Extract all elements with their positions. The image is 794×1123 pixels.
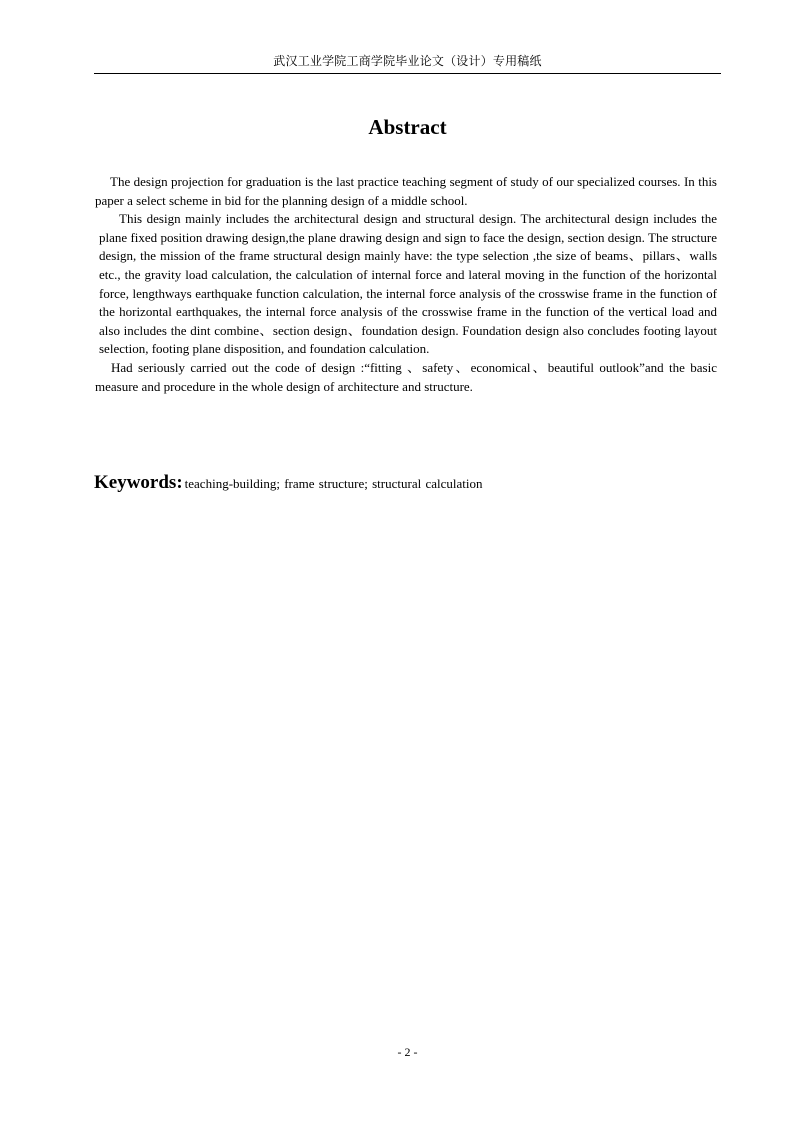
keywords-line: [94, 472, 721, 495]
keywords-text: teaching-building; frame structure; structural calculation: [184, 476, 483, 491]
abstract-title: Abstract: [368, 115, 447, 139]
abstract-paragraph-3: Had seriously carried out the code of design :“fitting 、safety、economical、beautiful outlook”and the basic measure and procedure in the whole design of architecture and structure.: [95, 359, 717, 394]
page-header: 武汉工业学院工商学院毕业论文（设计）专用稿纸: [273, 54, 542, 68]
page-number: - 2 -: [397, 1045, 418, 1059]
abstract-paragraph-1: The design projection for graduation is the last practice teaching segment of study of our specialized courses. In this paper a select scheme in bid for the planning design of a middle school.: [95, 174, 717, 208]
abstract-paragraph-2: This design mainly includes the architectural design and structural design. The architectural design includes the plane fixed position drawing design,the plane drawing design and sign to face the design, section design. The structure design, the mission of the frame structural design mainly have: the type selection ,the size of beams、pillars、walls etc., the gravity load calculation, the calculation of internal force and lateral moving in the function of the horizontal force, lengthways earthquake function calculation, the internal force analysis of the crosswise frame in the function of the horizontal earthquakes, the internal force analysis of the crosswise frame in the function of the vertical load and also includes the dint combine、section design、foundation design. Foundation design also concludes footing layout selection, footing plane disposition, and foundation calculation.: [99, 211, 717, 357]
keywords-label: Keywords:: [94, 472, 183, 493]
abstract-body: [95, 173, 717, 396]
header-rule: [94, 73, 721, 74]
